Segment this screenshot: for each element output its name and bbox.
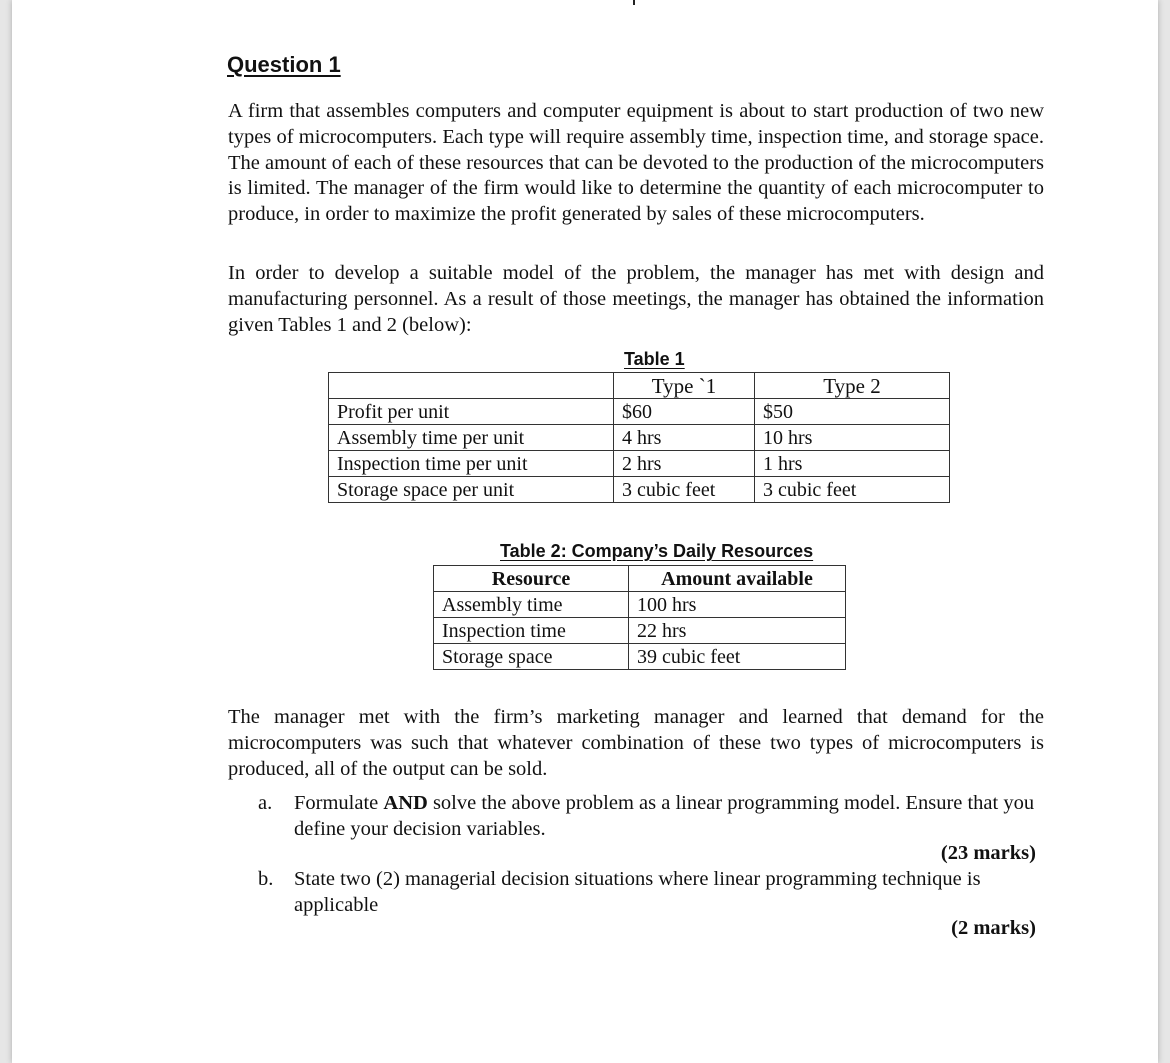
table-2-resource-cell: Storage space [434,644,629,670]
table-1-caption: Table 1 [624,349,685,369]
sub-question-text-part: Formulate [294,792,384,814]
table-row [329,425,950,451]
sub-question-text-part: solve the above problem as a linear programming model. Ensure that you define your decision variables. [294,792,1035,840]
table-2-header-cell: Resource [434,566,629,592]
table-2-amount-cell: 39 cubic feet [629,644,846,670]
table-2-header-row [434,566,846,592]
table-1-label-cell: Inspection time per unit [329,451,614,477]
table-1-label-cell: Storage space per unit [329,477,614,503]
table-2 [433,565,846,670]
table-row [434,618,846,644]
table-2-resource-cell: Assembly time [434,592,629,618]
table-1-value-cell: 4 hrs [614,425,755,451]
table-1-value-cell: 3 cubic feet [614,477,755,503]
table-2-resource-cell: Inspection time [434,618,629,644]
intro-paragraph: A firm that assembles computers and computer equipment is about to start production of two new types of microcomputers. Each type will require assembly time, inspection time, and storage space. The amount of each of these resources that can be devoted to the production of the microcomputers is limited. The manager of the firm would like to determine the quantity of each microcomputer to produce, in order to maximize the profit generated by sales of these microcomputers. [228,100,1044,226]
table-row [329,477,950,503]
table-1-label-cell: Profit per unit [329,399,614,425]
table-row [329,451,950,477]
table-1-value-cell: 10 hrs [755,425,950,451]
question-title: Question 1 [227,52,341,77]
marks-label-b: (2 marks) [951,917,1036,939]
sub-question-b [258,867,1048,919]
table-row [329,399,950,425]
table-2-amount-cell: 100 hrs [629,592,846,618]
table-1-label-cell: Assembly time per unit [329,425,614,451]
marks-label-a: (23 marks) [940,842,1036,864]
sub-question-a [258,791,1048,843]
sub-question-letter: b. [258,868,274,890]
table-2-caption: Table 2: Company’s Daily Resources [500,541,814,561]
table-1 [328,372,950,503]
document-page [12,0,1158,1063]
sub-question-letter: a. [258,792,273,814]
table-row [434,592,846,618]
table-1-value-cell: 1 hrs [755,451,950,477]
table-1-header-cell: Type 2 [755,373,950,399]
sub-question-text: State two (2) managerial decision situations where linear programming technique is applicable [294,868,981,916]
table-1-header-row [329,373,950,399]
table-1-value-cell: $60 [614,399,755,425]
table-2-amount-cell: 22 hrs [629,618,846,644]
table-1-value-cell: $50 [755,399,950,425]
table-1-value-cell: 2 hrs [614,451,755,477]
page-top-mark [633,0,635,5]
table-row [434,644,846,670]
model-paragraph: In order to develop a suitable model of the problem, the manager has met with design and manufacturing personnel. As a result of those meetings, the manager has obtained the information given Tables 1 and 2 (below): [228,262,1044,336]
demand-paragraph: The manager met with the firm’s marketing manager and learned that demand for the microcomputers was such that whatever combination of these two types of microcomputers is produced, all of the output can be sold. [228,706,1044,780]
table-1-header-cell: Type `1 [614,373,755,399]
table-2-header-cell: Amount available [629,566,846,592]
sub-question-text [294,791,1048,843]
sub-question-bold-word: AND [383,792,428,814]
table-1-header-cell [329,373,614,399]
table-1-value-cell: 3 cubic feet [755,477,950,503]
